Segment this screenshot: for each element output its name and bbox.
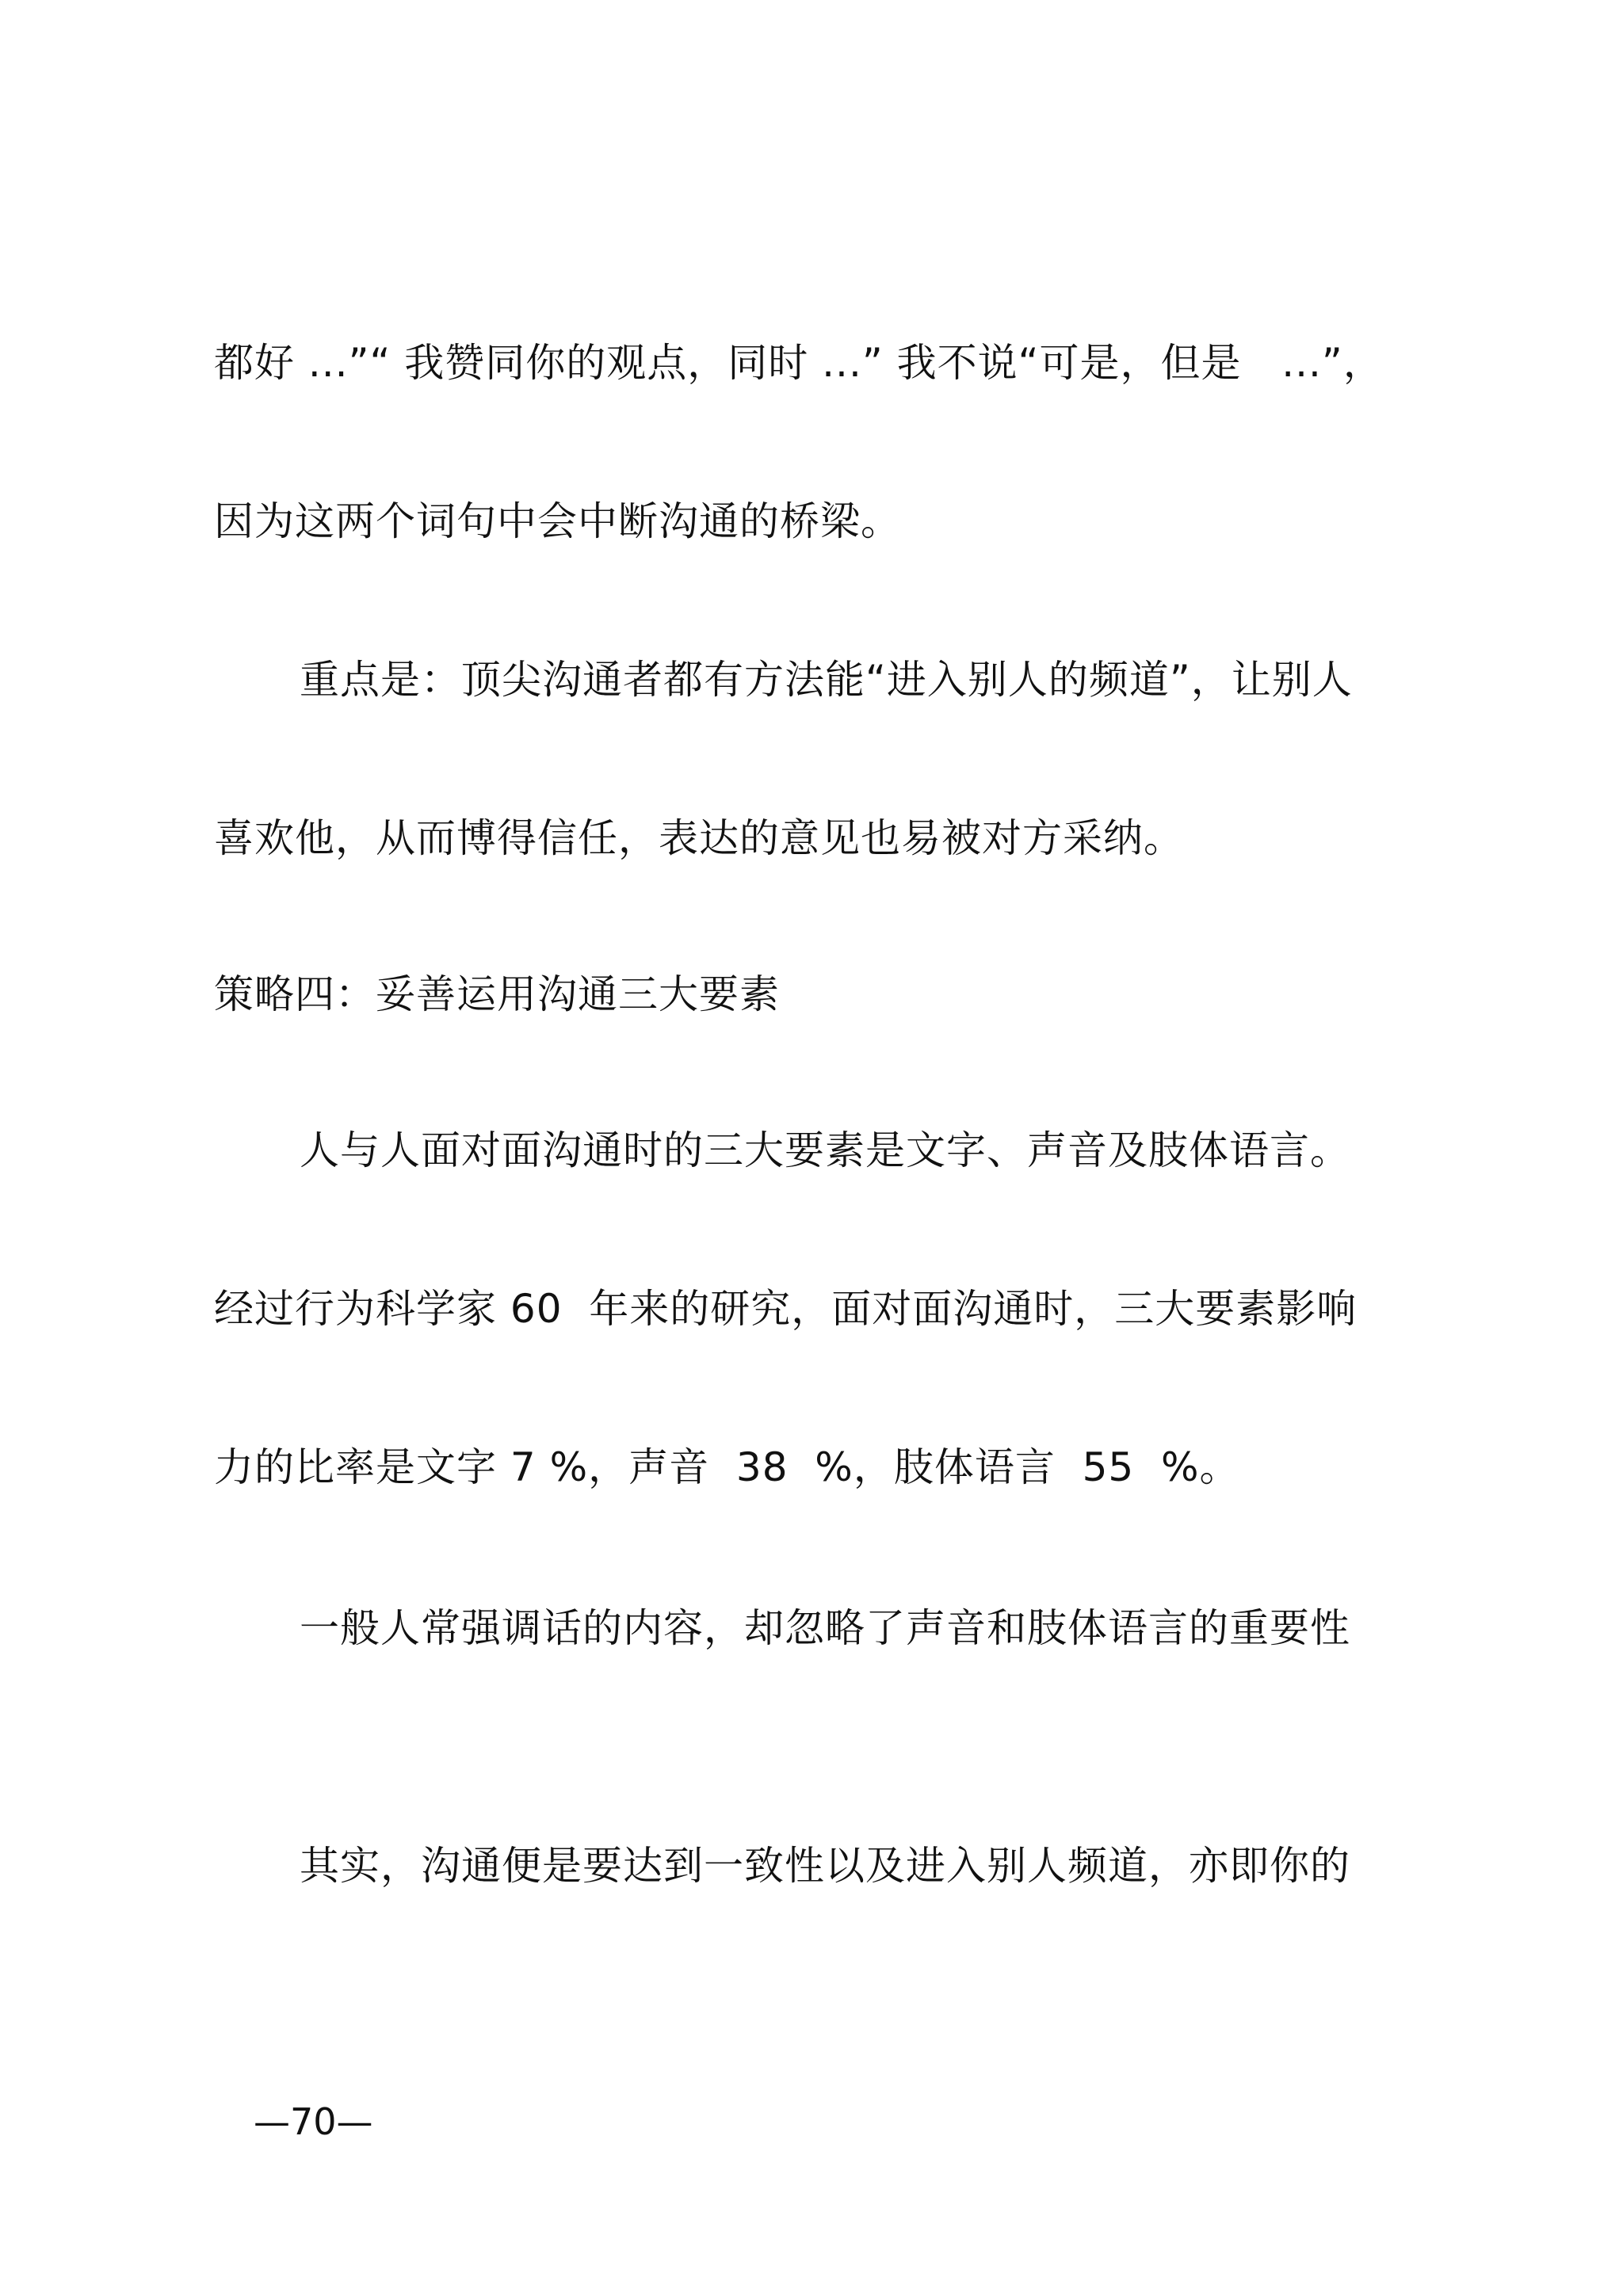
text-line-7: 经过行为科学家 60 年来的研究，面对面沟通时，三大要素影响	[214, 1286, 1358, 1332]
section-heading: 策略四：妥善运用沟通三大要素	[214, 971, 780, 1017]
text-line-2: 因为这两个词句中会中断沟通的桥梁。	[214, 498, 901, 544]
text-line-9: 一般人常强调话的内容，却忽略了声音和肢体语言的重要性	[300, 1605, 1350, 1651]
text-line-6: 人与人面对面沟通时的三大要素是文字、声音及肢体语言。	[300, 1127, 1350, 1173]
text-line-8: 力的比率是文字 7 %，声音 38 %，肢体语言 55 %。	[214, 1444, 1240, 1490]
text-line-10: 其实，沟通便是要达到一致性以及进入别人频道，亦即你的	[300, 1843, 1350, 1889]
text-line-4: 喜欢他，从而博得信任，表达的意见也易被对方采纳。	[214, 815, 1184, 861]
text-line-3: 重点是：顶尖沟通者都有方法能“进入别人的频道”，让别人	[300, 657, 1353, 703]
text-line-1: 都好 ...”“ 我赞同你的观点，同时 ...” 我不说“可是，但是 ...”，	[214, 340, 1384, 386]
page-number: —70—	[254, 2100, 373, 2143]
